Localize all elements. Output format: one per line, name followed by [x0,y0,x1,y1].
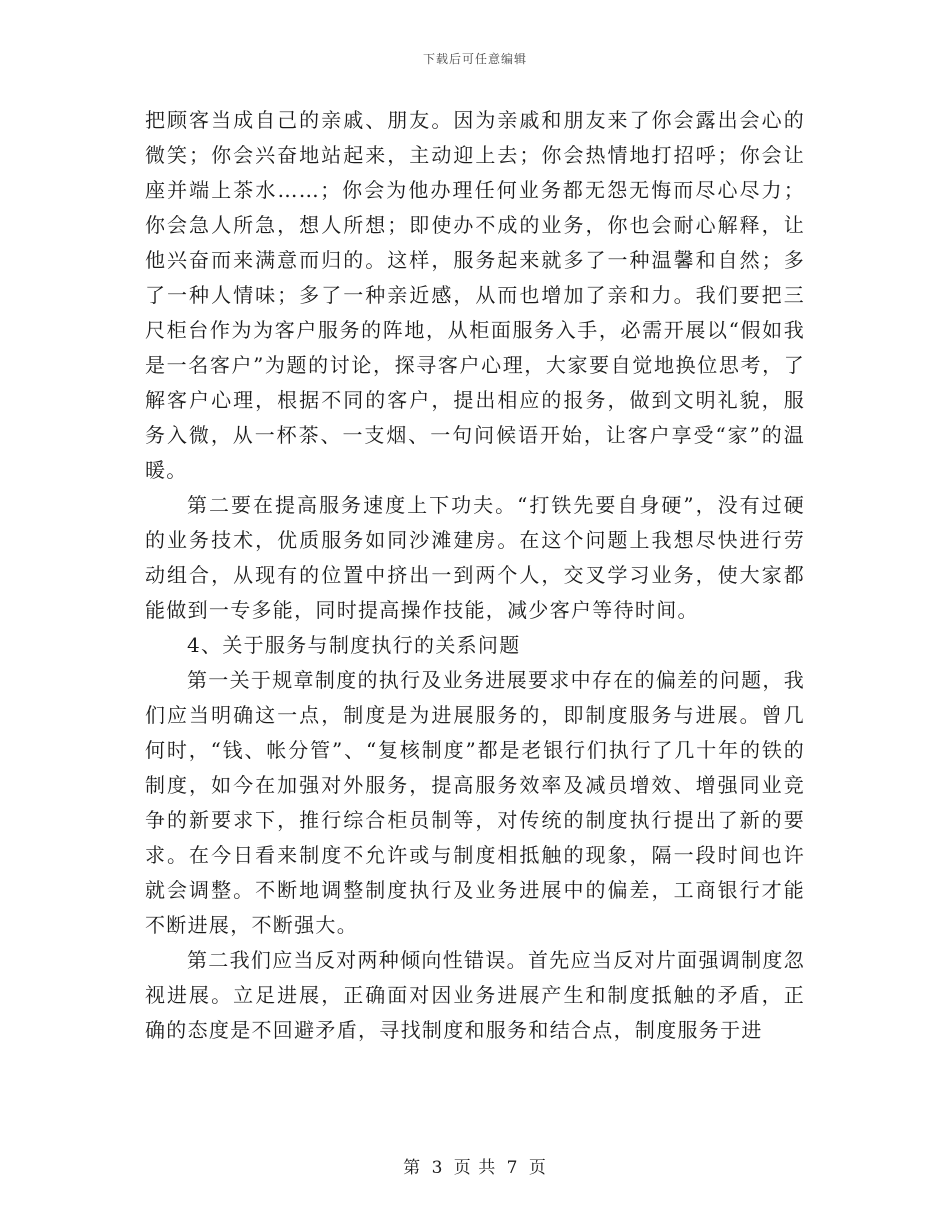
footer-suffix: 页 [528,1158,547,1178]
total-pages: 7 [506,1158,519,1178]
section-heading: 4、关于服务与制度执行的关系问题 [187,633,521,657]
paragraph: 第一关于规章制度的执行及业务进展要求中存在的偏差的问题，我们应当明确这一点，制度是为进展服务的，即制度服务与进展。曾几何时，“钱、帐分管”、“复核制度”都是老银行们执行了几十年的铁的制度，如今在加强对外服务，提高服务效率及减员增效、增强同业竞争的新要求下，推行综合柜员制等，对传统的制度执行提出了新的要求。在今日看来制度不允许或与制度相抵触的现象，隔一段时间也许就会调整。不断地调整制度执行及业务进展中的偏差，工商银行才能不断进展，不断强大。 [145,668,805,937]
paragraph: 第二我们应当反对两种倾向性错误。首先应当反对片面强调制度忽视进展。立足进展，正确面对因业务进展产生和制度抵触的矛盾，正确的态度是不回避矛盾，寻找制度和服务和结合点，制度服务于进 [145,948,805,1042]
page-number: 3 [431,1158,444,1178]
footer-middle: 页 共 [453,1158,497,1178]
page-header: 下载后可任意编辑 [422,52,527,66]
footer-prefix: 第 [403,1158,422,1178]
paragraph: 第二要在提高服务速度上下功夫。“打铁先要自身硬”，没有过硬的业务技术，优质服务如同沙滩建房。在这个问题上我想尽快进行劳动组合，从现有的位置中挤出一到两个人，交叉学习业务，使大家都能做到一专多能，同时提高操作技能，减少客户等待时间。 [145,493,805,622]
paragraph: 把顾客当成自己的亲戚、朋友。因为亲戚和朋友来了你会露出会心的微笑；你会兴奋地站起来，主动迎上去；你会热情地打招呼；你会让座并端上茶水……；你会为他办理任何业务都无怨无悔而尽心尽力；你会急人所急，想人所想；即使办不成的业务，你也会耐心解释，让他兴奋而来满意而归的。这样，服务起来就多了一种温馨和自然；多了一种人情味；多了一种亲近感，从而也增加了亲和力。我们要把三尺柜台作为为客户服务的阵地，从柜面服务入手，必需开展以“假如我是一名客户”为题的讨论，探寻客户心理，大家要自觉地换位思考，了解客户心理，根据不同的客户，提出相应的报务，做到文明礼貌，服务入微，从一杯茶、一支烟、一句问候语开始，让客户享受“家”的温暖。 [145,108,805,482]
document-body [145,103,805,1048]
page-footer [0,1153,950,1178]
